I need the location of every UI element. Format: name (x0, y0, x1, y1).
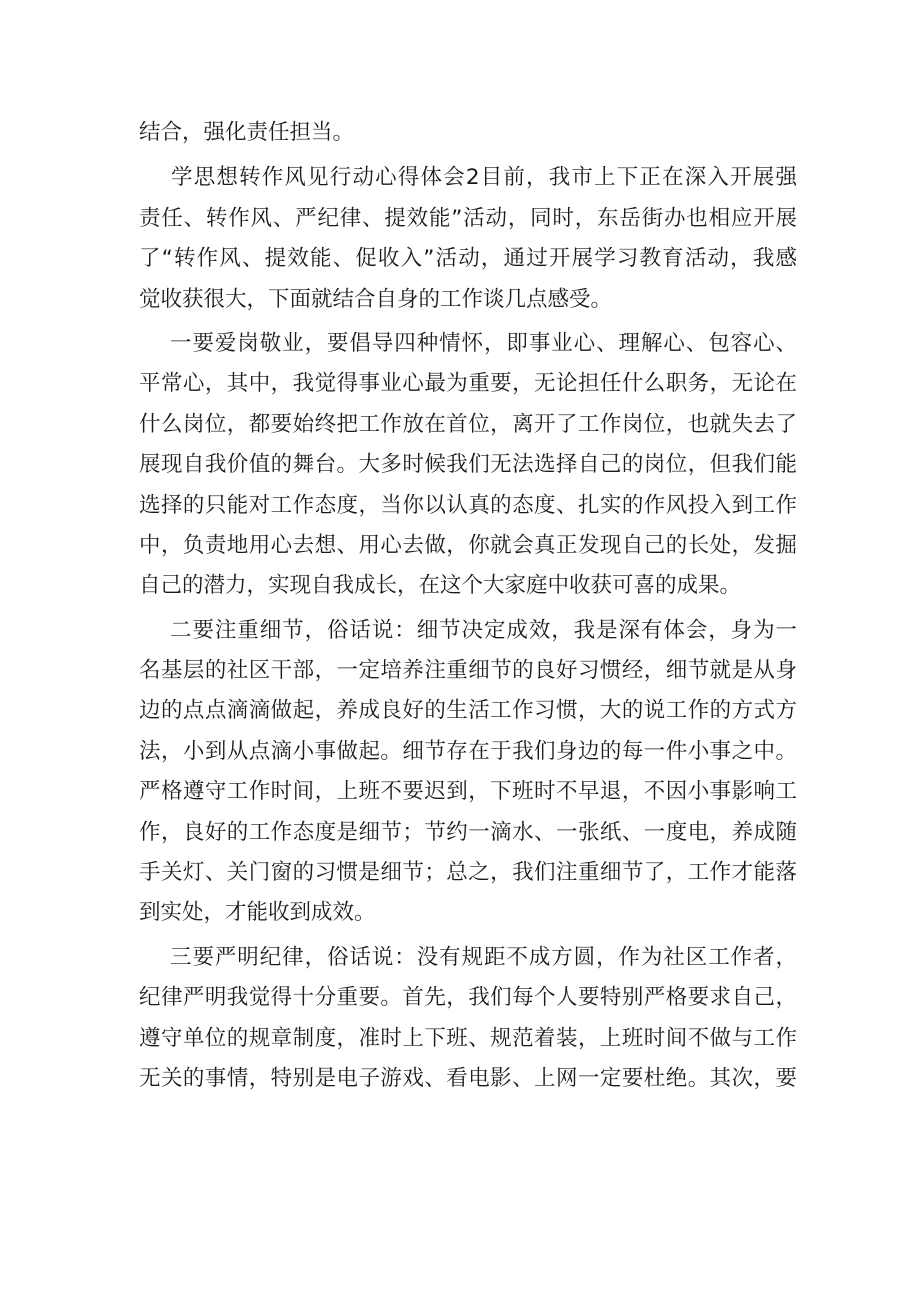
paragraph (139, 938, 797, 1100)
text-line: 平常心，其中，我觉得事业心最为重要，无论担任什么职务，无论在 (139, 371, 797, 397)
text-line: 纪律严明我觉得十分重要。首先，我们每个人要特别严格要求自己， (139, 985, 797, 1011)
paragraph (139, 158, 797, 320)
text-line: 名基层的社区干部，一定培养注重细节的良好习惯经，细节就是从身 (139, 658, 797, 684)
text-line: 什么岗位，都要始终把工作放在首位，离开了工作岗位，也就失去了 (139, 411, 797, 437)
paragraph-gap (139, 1099, 797, 1103)
text-line: 了“转作风、提效能、促收入”活动，通过开展学习教育活动，我感 (139, 246, 797, 272)
text-line: 严格遵守工作时间，上班不要迟到，下班时不早退，不因小事影响工 (139, 779, 797, 805)
text-line: 三要严明纪律，俗话说：没有规距不成方圆，作为社区工作者， (139, 944, 797, 970)
text-line: 无关的事情，特别是电子游戏、看电影、上网一定要杜绝。其次，要 (139, 1065, 797, 1091)
text-line: 遵守单位的规章制度，准时上下班、规范着装，上班时间不做与工作 (139, 1025, 797, 1051)
text-line: 到实处，才能收到成效。 (139, 900, 376, 926)
paragraph (139, 113, 797, 153)
document-body (139, 113, 797, 1103)
text-line: 一要爱岗敬业，要倡导四种情怀，即事业心、理解心、包容心、 (139, 330, 797, 356)
paragraph (139, 611, 797, 934)
text-line: 觉收获很大，下面就结合自身的工作谈几点感受。 (139, 286, 613, 312)
text-line: 学思想转作风见行动心得体会2目前，我市上下正在深入开展强 (139, 165, 797, 191)
text-line: 自己的潜力，实现自我成长，在这个大家庭中收获可喜的成果。 (139, 573, 742, 599)
text-line: 手关灯、关门窗的习惯是细节；总之，我们注重细节了，工作才能落 (139, 860, 797, 886)
text-line: 中，负责地用心去想、用心去做，你就会真正发现自己的长处，发掘 (139, 532, 797, 558)
text-line: 二要注重细节，俗话说：细节决定成效，我是深有体会，身为一 (139, 617, 797, 643)
text-line: 选择的只能对工作态度，当你以认真的态度、扎实的作风投入到工作 (139, 492, 797, 518)
text-line: 作，良好的工作态度是细节；节约一滴水、一张纸、一度电，养成随 (139, 819, 797, 845)
text-line: 结合，强化责任担当。 (139, 120, 355, 145)
text-line: 边的点点滴滴做起，养成良好的生活工作习惯，大的说工作的方式方 (139, 698, 797, 724)
text-line: 法，小到从点滴小事做起。细节存在于我们身边的每一件小事之中。 (139, 738, 797, 764)
text-line: 责任、转作风、严纪律、提效能”活动，同时，东岳街办也相应开展 (139, 205, 797, 231)
text-line: 展现自我价值的舞台。大多时候我们无法选择自己的岗位，但我们能 (139, 452, 797, 478)
paragraph (139, 324, 797, 607)
